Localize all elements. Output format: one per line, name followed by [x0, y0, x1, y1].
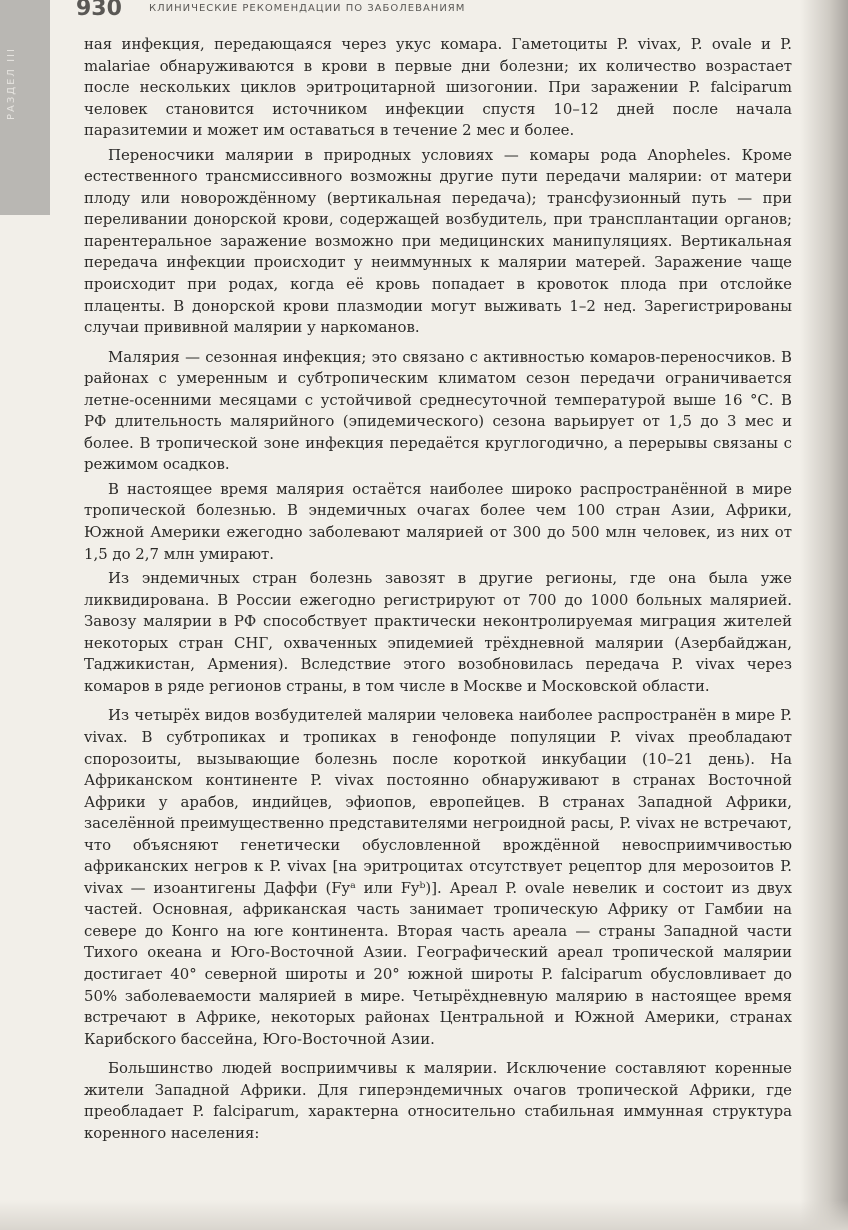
paragraph-seasonality: Малярия — сезонная инфекция; это связано с активностью комаров-переносчиков. В районах с умеренным и субтропическим климатом сезон передачи ограничивается летне-осенними месяцами с устойчивой среднесуточной температурой выше 16 °С. В РФ длительность малярийного (эпидемического) сезона варьирует от 1,5 до 3 мес и более. В тропической зоне инфекция передаётся круглогодично, а перерывы связаны с режимом осадков.	[84, 347, 792, 474]
body-text	[84, 34, 792, 1144]
paragraph-prevalence: В настоящее время малярия остаётся наиболее широко распространённой в мире тропической болезнью. В эндемичных очагах более чем 100 стран Азии, Африки, Южной Америки ежегодно заболевают малярией от 300 до 500 млн человек, из них от 1,5 до 2,7 млн умирают.	[84, 479, 792, 563]
page-bottom-shadow	[0, 1200, 848, 1230]
paragraph-susceptibility: Большинство людей восприимчивы к малярии. Исключение составляют коренные жители Западной Африки. Для гиперэндемичных очагов тропической Африки, где преобладает P. falciparum, характерна относительно стабильная иммунная структура коренного населения:	[84, 1059, 792, 1142]
section-tab	[0, 0, 50, 215]
section-tab-label: РАЗДЕЛ III	[6, 47, 17, 120]
paragraph-continued: ная инфекция, передающаяся через укус комара. Гаметоциты P. vivax, P. ovale и P. malariae обнаруживаются в крови в первые дни болезни; их количество возрастает после нескольких циклов эритроцитарной шизогонии. При заражении P. falciparum человек становится источником инфекции спустя 10–12 дней после начала паразитемии и может им оставаться в течение 2 мес и более.	[84, 35, 792, 140]
running-title: КЛИНИЧЕСКИЕ РЕКОМЕНДАЦИИ ПО ЗАБОЛЕВАНИЯМ	[149, 3, 466, 14]
page-number: 930	[76, 0, 122, 21]
paragraph-import: Из эндемичных стран болезнь завозят в другие регионы, где она была уже ликвидирована. В России ежегодно регистрируют от 700 до 1000 больных малярией. Завозу малярии в РФ способствует практически неконтролируемая миграция жителей некоторых стран СНГ, охваченных эпидемией трёхдневной малярии (Азербайджан, Таджикистан, Армения). Вследствие этого возобновилась передача P. vivax через комаров в ряде регионов страны, в том числе в Москве и Московской области.	[84, 569, 792, 695]
paragraph-transmission: Переносчики малярии в природных условиях — комары рода Anopheles. Кроме естественного трансмиссивного возможны другие пути передачи малярии: от матери плоду или новорождённому (вертикальная передача); трансфузионный путь — при переливании донорской крови, содержащей возбудитель, при трансплантации органов; парентеральное заражение возможно при медицинских манипуляциях. Вертикальная передача инфекции происходит у неиммунных к малярии матерей. Заражение чаще происходит при родах, когда её кровь попадает в кровоток плода при отслойке плаценты. В донорской крови плазмодии могут выживать 1–2 нед. Зарегистрированы случаи прививной малярии у наркоманов.	[84, 145, 792, 337]
page-binding-shadow	[800, 0, 848, 1230]
paragraph-species: Из четырёх видов возбудителей малярии человека наиболее распространён в мире P. vivax. В субтропиках и тропиках в генофонде популяции P. vivax преобладают спорозоиты, вызывающие болезнь после короткой инкубации (10–21 день). На Африканском континенте P. vivax постоянно обнаруживают в странах Восточной Африки у арабов, индийцев, эфиопов, европейцев. В странах Западной Африки, заселённой преимущественно представителями негроидной расы, P. vivax не встречают, что объясняют генетически обусловленной врождённой невосприимчивостью африканских негров к P. vivax [на эритроцитах отсутствует рецептор для мерозоитов P. vivax — изоантигены Даффи (Fyᵃ или Fyᵇ)]. Ареал P. ovale невелик и состоит из двух частей. Основная, африканская часть занимает тропическую Африку от Гамбии на севере до Конго на юге континента. Вторая часть ареала — страны Западной части Тихого океана и Юго-Восточной Азии. Географический ареал тропической малярии достигает 40° северной широты и 20° южной широты P. falciparum обусловливает до 50% заболеваемости малярией в мире. Четырёхдневную малярию в настоящее время встречают в Африке, некоторых районах Центральной и Южной Америки, странах Карибского бассейна, Юго-Восточной Азии.	[84, 706, 792, 1048]
page-header	[76, 0, 465, 21]
